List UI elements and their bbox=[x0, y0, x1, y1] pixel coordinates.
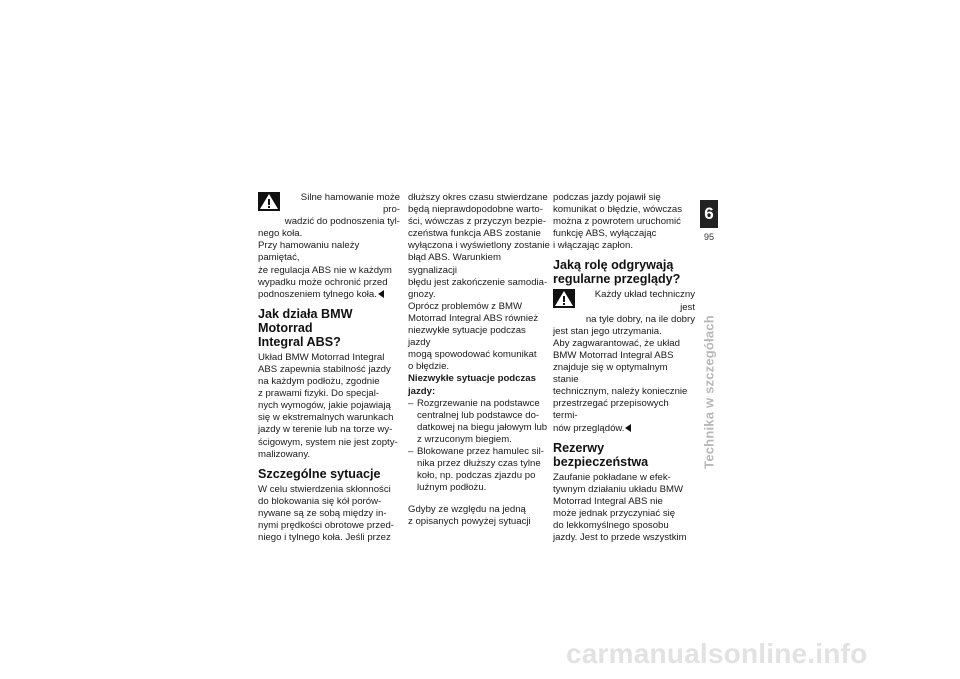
text-line: tywnym działaniu układu BMW bbox=[553, 483, 684, 495]
text-line: będą nieprawdopodobne warto- bbox=[408, 204, 543, 216]
text-line: gnozy. bbox=[408, 288, 436, 300]
text-line: czeństwa funkcja ABS zostanie bbox=[408, 228, 541, 240]
warning-line: nego koła. bbox=[258, 228, 303, 240]
text-line: przestrzegać przepisowych termi- bbox=[553, 398, 669, 422]
chapter-title: Technika w szczegółach bbox=[701, 315, 717, 469]
bullet-dash: – bbox=[408, 397, 414, 409]
column-1 bbox=[258, 192, 400, 544]
text-line: z wrzuconym biegiem. bbox=[417, 433, 512, 445]
list-item bbox=[408, 446, 550, 494]
warning-line: jest stan jego utrzymania. bbox=[553, 325, 662, 337]
text-line: Aby zagwarantować, że układ bbox=[553, 337, 680, 349]
text-line: podczas jazdy pojawił się bbox=[553, 192, 661, 203]
text-line: BMW Motorrad Integral ABS bbox=[553, 349, 674, 361]
paragraph bbox=[553, 192, 695, 252]
warning-block-2 bbox=[553, 289, 695, 337]
column-3 bbox=[553, 192, 695, 544]
text-line: Rozgrzewanie na podstawce bbox=[417, 397, 540, 409]
text-line: dłuższy okres czasu stwierdzane bbox=[408, 192, 548, 203]
text-line: nymi prędkości obrotowe przed- bbox=[258, 519, 394, 531]
text-line: Przy hamowaniu należy pamiętać, bbox=[258, 240, 360, 264]
text-line: ABS zapewnia stabilność jazdy bbox=[258, 363, 391, 375]
text-line: i włączając zapłon. bbox=[553, 240, 633, 252]
paragraph bbox=[258, 240, 400, 300]
text-line: nika przez dłuższy czas tylne bbox=[417, 458, 541, 470]
page-number: 95 bbox=[703, 232, 714, 242]
text-line: można z powrotem uruchomić bbox=[553, 216, 681, 228]
text-line: Motorrad Integral ABS nie bbox=[553, 495, 663, 507]
text-line: się w ekstremalnych warunkach bbox=[258, 412, 394, 424]
paragraph bbox=[553, 338, 695, 435]
section-heading: Jak działa BMW Motorrad Integral ABS? bbox=[258, 306, 353, 349]
text-line: wyłączona i wyświetlony zostanie bbox=[408, 240, 550, 252]
text-line: malizowany. bbox=[258, 448, 311, 460]
warning-line: wadzić do podnoszenia tyl- bbox=[284, 216, 400, 228]
warning-line: Każdy układ techniczny jest bbox=[594, 289, 695, 313]
text-line: do lekkomyślnego sposobu bbox=[553, 519, 669, 531]
paragraph bbox=[553, 472, 695, 545]
text-line: Blokowane przez hamulec sil- bbox=[417, 445, 544, 457]
section-heading: Jaką rolę odgrywają regularne przeglądy? bbox=[553, 258, 681, 287]
paragraph bbox=[408, 192, 550, 301]
text-line: Gdyby ze względu na jedną bbox=[408, 504, 526, 516]
text-line: że regulacja ABS nie w każdym bbox=[258, 264, 392, 276]
bullet-dash: – bbox=[408, 445, 414, 457]
section-heading: Szczególne sytuacje bbox=[258, 466, 381, 481]
text-line: o błędzie. bbox=[408, 361, 450, 373]
subheading: Niezwykłe sytuacje podczas jazdy: bbox=[408, 373, 536, 397]
text-line: może jednak przyczyniać się bbox=[553, 507, 676, 519]
list-item bbox=[408, 398, 550, 446]
text-line: z prawami fizyki. Do specjal- bbox=[258, 388, 380, 400]
end-marker-icon bbox=[625, 424, 631, 432]
end-marker-icon bbox=[378, 290, 384, 298]
chapter-number-tab: 6 bbox=[700, 200, 718, 228]
warning-line: Silne hamowanie może pro- bbox=[300, 192, 400, 216]
paragraph bbox=[258, 484, 400, 544]
watermark: carmanualsonline.info bbox=[566, 638, 868, 669]
text-line: jazdy. Jest to przede wszystkim bbox=[553, 532, 687, 544]
text-line: nych wymogów, jakie pojawiają bbox=[258, 400, 391, 412]
text-line: centralnej lub podstawce do- bbox=[417, 409, 540, 421]
text-line: nów przeglądów. bbox=[553, 423, 695, 435]
text-line: funkcję ABS, wyłączając bbox=[553, 228, 657, 240]
paragraph bbox=[408, 301, 550, 374]
paragraph bbox=[258, 352, 400, 461]
warning-triangle-icon bbox=[258, 192, 280, 211]
text-line: koło, np. podczas zjazdu po bbox=[417, 470, 536, 482]
text-line: Oprócz problemów z BMW bbox=[408, 300, 523, 312]
warning-block-1 bbox=[258, 192, 400, 240]
text-line: Układ BMW Motorrad Integral bbox=[258, 351, 385, 363]
text-line: luźnym podłożu. bbox=[417, 482, 487, 494]
paragraph bbox=[408, 504, 550, 528]
text-line: datkowej na biegu jałowym lub bbox=[417, 421, 548, 433]
text-line: błąd ABS. Warunkiem sygnalizacji bbox=[408, 252, 501, 276]
warning-triangle-icon bbox=[553, 289, 575, 308]
text-line: ści, wówczas z przyczyn bezpie- bbox=[408, 216, 547, 228]
text-line: nywane są ze sobą między in- bbox=[258, 507, 387, 519]
text-line: technicznym, należy koniecznie bbox=[553, 386, 688, 398]
column-2 bbox=[408, 192, 550, 529]
text-line: niego i tylnego koła. Jeśli przez bbox=[258, 532, 391, 544]
warning-line: na tyle dobry, na ile dobry bbox=[585, 313, 695, 325]
text-line: błędu jest zakończenie samodia- bbox=[408, 276, 548, 288]
text-line: wypadku może ochronić przed bbox=[258, 276, 388, 288]
text-line: mogą spowodować komunikat bbox=[408, 349, 537, 361]
text-line: znajduje się w optymalnym stanie bbox=[553, 362, 668, 386]
text-line: z opisanych powyżej sytuacji bbox=[408, 516, 531, 528]
text-line: komunikat o błędzie, wówczas bbox=[553, 204, 683, 216]
text-line: niezwykłe sytuacje podczas jazdy bbox=[408, 325, 526, 349]
text-line: podnoszeniem tylnego koła. bbox=[258, 289, 400, 301]
text-line: ścigowym, system nie jest zopty- bbox=[258, 436, 398, 448]
text-line: na każdym podłożu, zgodnie bbox=[258, 376, 380, 388]
text-line: do blokowania się kół porów- bbox=[258, 495, 382, 507]
text-line: Motorrad Integral ABS również bbox=[408, 312, 539, 324]
text-line: jazdy w terenie lub na torze wy- bbox=[258, 424, 393, 436]
text-line: W celu stwierdzenia skłonności bbox=[258, 483, 391, 495]
text-line: Zaufanie pokładane w efek- bbox=[553, 471, 671, 483]
section-heading: Rezerwy bezpieczeństwa bbox=[553, 440, 649, 469]
